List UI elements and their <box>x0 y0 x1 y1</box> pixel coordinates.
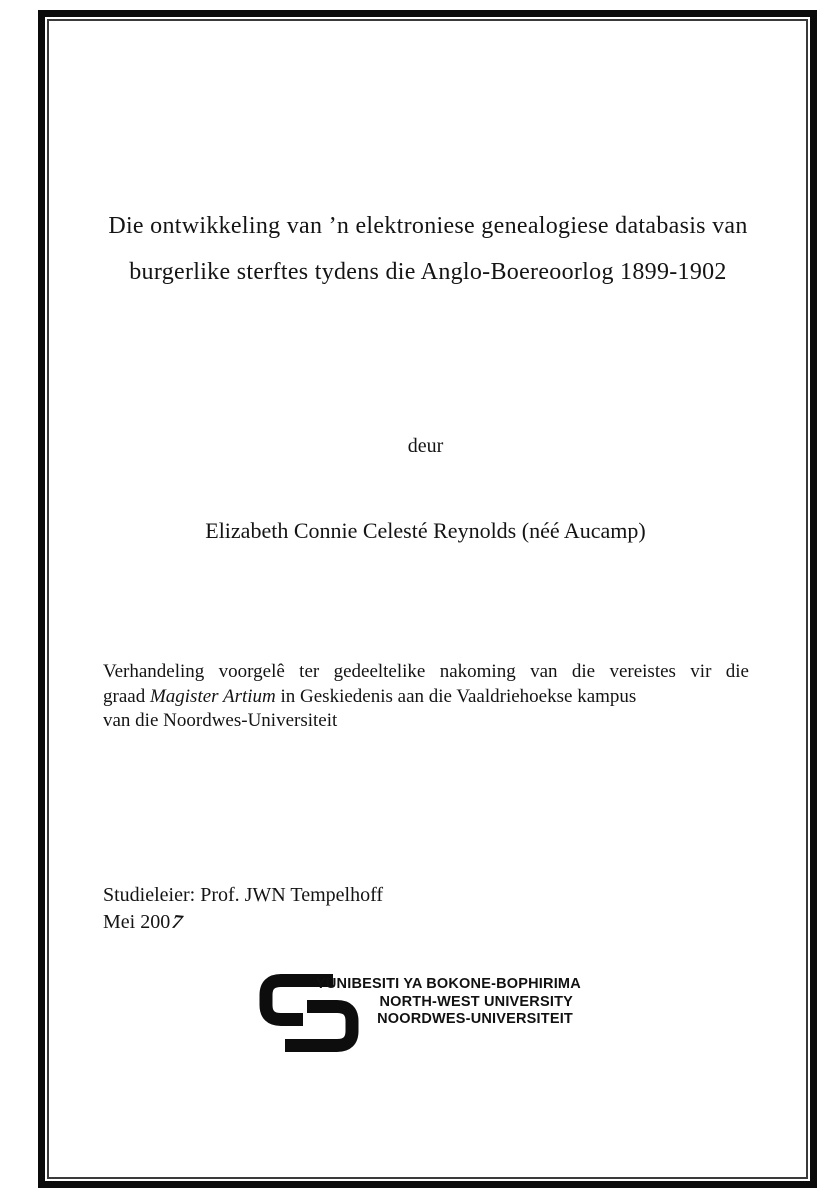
date-line <box>103 909 383 936</box>
date-prefix: Mei 200 <box>103 910 171 933</box>
byline-deur: deur <box>407 435 444 457</box>
nwu-wordmark-line-1: YUNIBESITI YA BOKONE-BOPHIRIMA <box>316 976 581 992</box>
supervisor-block <box>103 882 383 935</box>
supervisor-line: Studieleier: Prof. JWN Tempelhoff <box>103 884 384 906</box>
nwu-wordmark-line-3: NOORDWES-UNIVERSITEIT <box>377 1011 573 1027</box>
degree-line-2-pre: graad <box>103 685 150 707</box>
degree-statement-line-3: van die Noordwes-Universiteit <box>103 710 338 731</box>
date-last-digit: 7 <box>168 910 187 933</box>
thesis-title-line-2: burgerlike sterftes tydens die Anglo-Boereoorlog 1899-1902 <box>129 259 727 285</box>
degree-statement-line-1: Verhandeling voorgelê ter gedeeltelike nakoming van die vereistes vir die <box>103 661 749 682</box>
author-name: Elizabeth Connie Celesté Reynolds (néé Aucamp) <box>205 518 646 543</box>
nwu-wordmark-line-2: NORTH-WEST UNIVERSITY <box>379 993 573 1010</box>
nwu-logo-wordmark <box>316 976 581 1029</box>
thesis-title <box>45 203 811 295</box>
degree-line-2-post: in Geskiedenis aan die Vaaldriehoekse kampus <box>275 685 637 707</box>
degree-statement <box>103 660 749 734</box>
magister-artium-italic: Magister Artium <box>149 685 276 707</box>
thesis-title-line-1: Die ontwikkeling van ’n elektroniese genealogiese databasis van <box>108 213 748 239</box>
degree-statement-line-2 <box>103 685 749 710</box>
